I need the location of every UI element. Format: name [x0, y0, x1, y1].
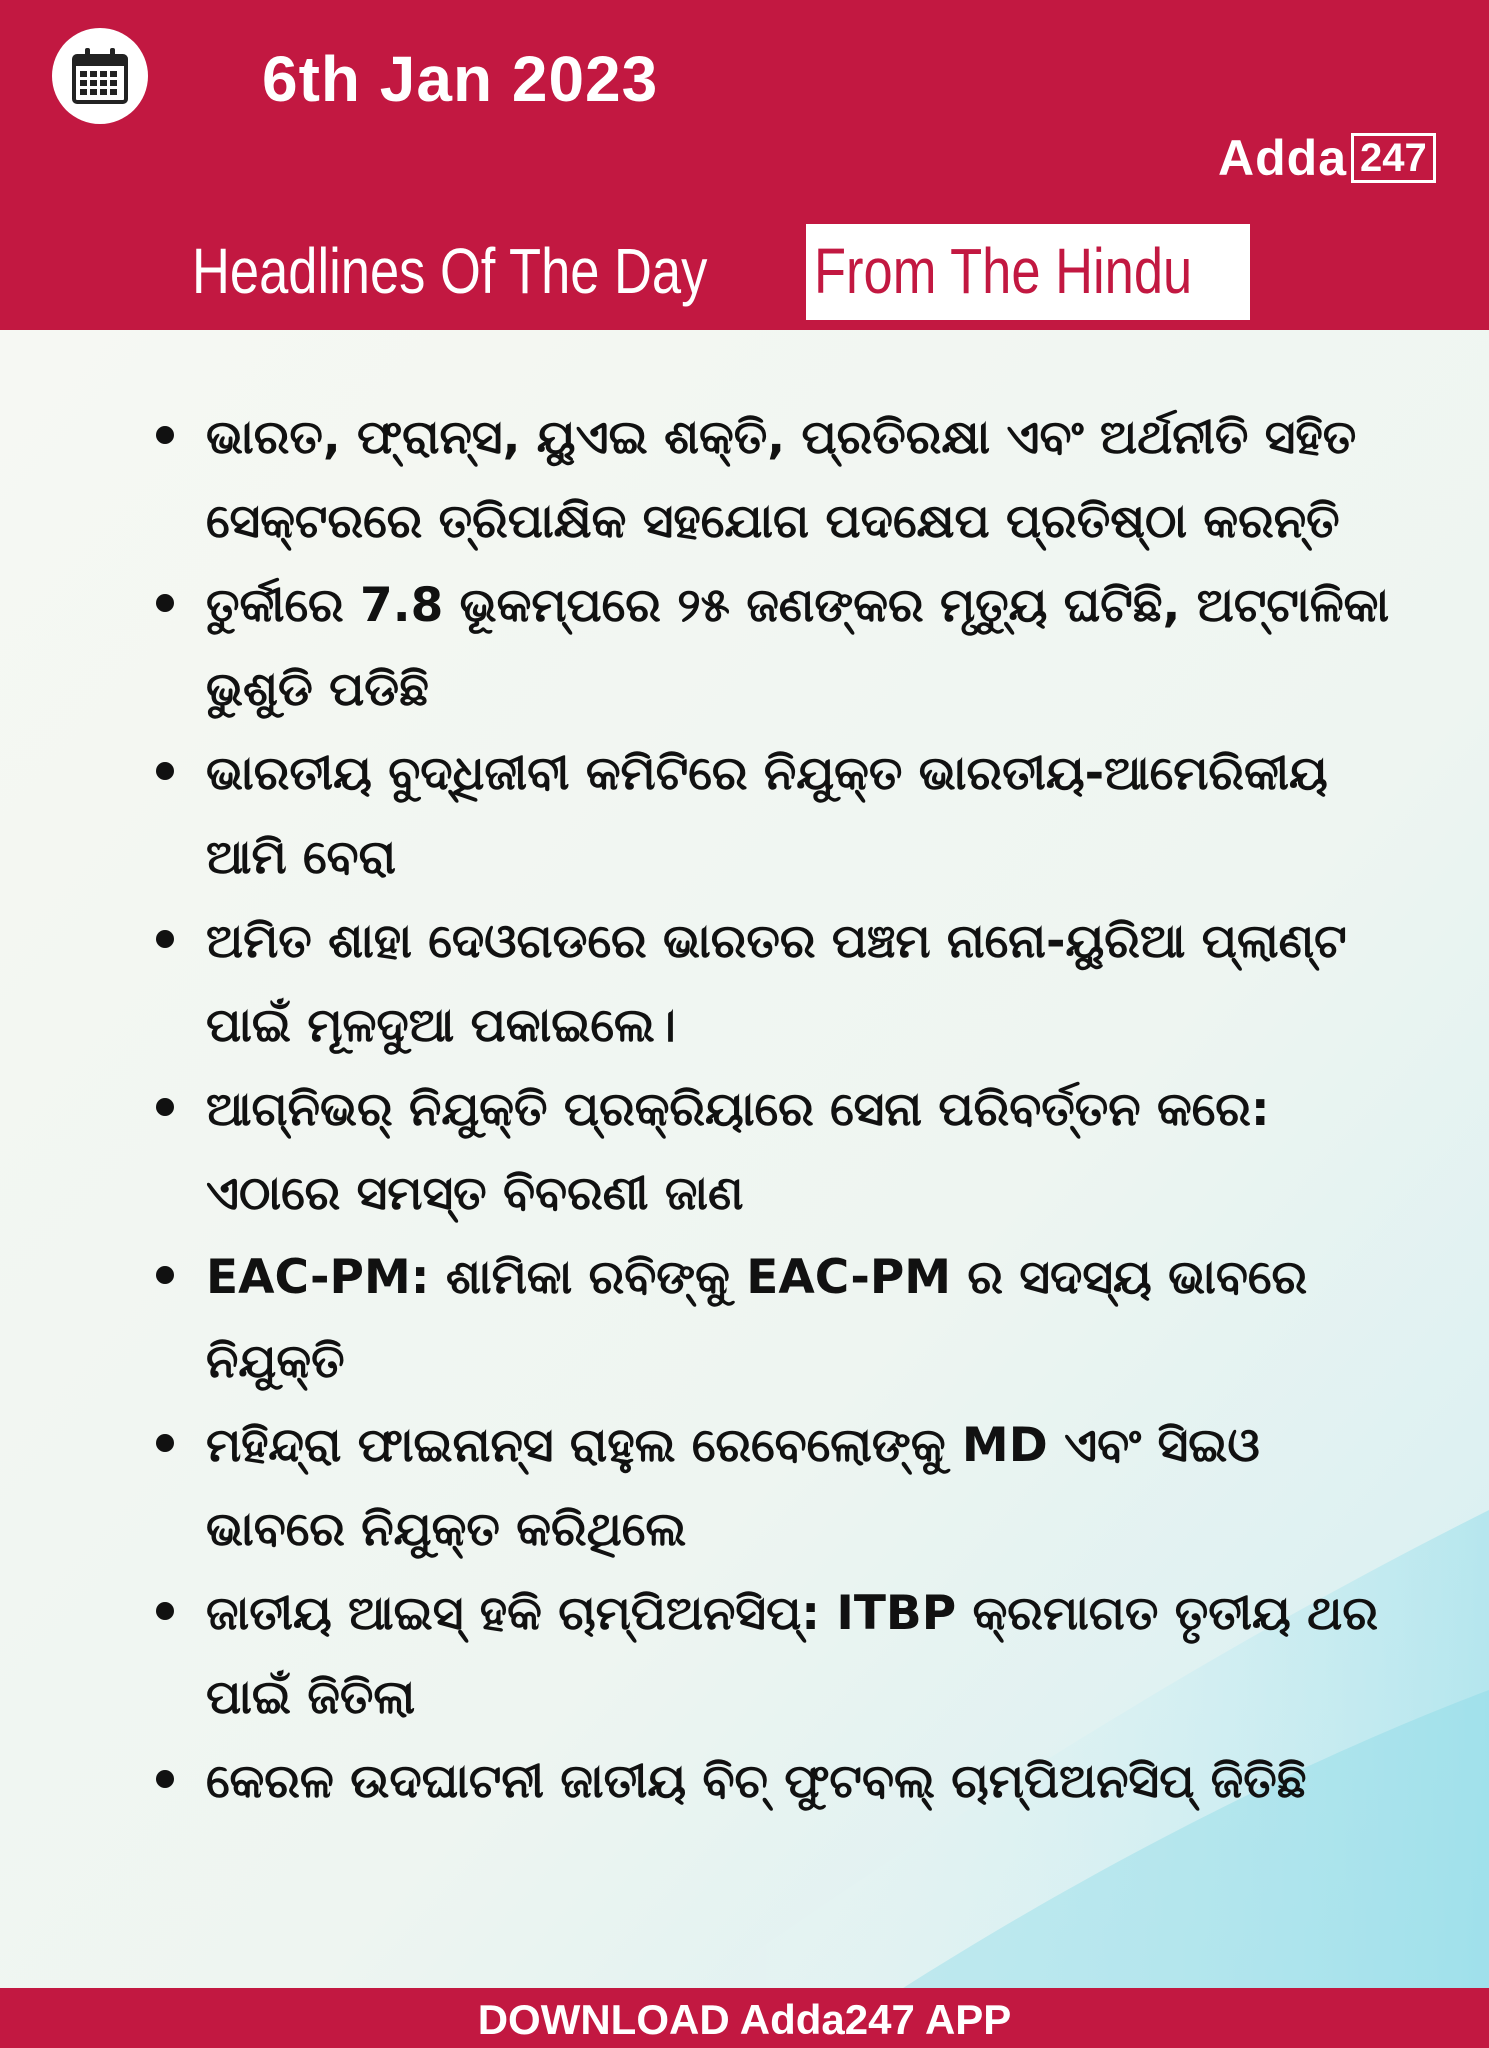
- headline-text: ମହିନ୍ଦ୍ରା ଫାଇନାନ୍ସ ରାହୁଲ ରେବେଲୋଙ୍କୁ MD ଏବଂ ସିଇଓ ଭାବରେ ନିଯୁକ୍ତ କରିଥିଲେ: [206, 1418, 1260, 1557]
- list-item: [150, 396, 1390, 564]
- list-item: [150, 564, 1390, 732]
- list-item: [150, 1404, 1390, 1572]
- bullet-icon: [156, 762, 174, 780]
- list-item: [150, 1572, 1390, 1740]
- download-banner[interactable]: [0, 1988, 1489, 2048]
- headline-text: ଭାରତ, ଫ୍ରାନ୍ସ, ୟୁଏଇ ଶକ୍ତି, ପ୍ରତିରକ୍ଷା ଏବଂ ଅର୍ଥନୀତି ସହିତ ସେକ୍ଟରରେ ତ୍ରିପାକ୍ଷିକ ସହଯୋଗ ପଦକ୍ଷେପ ପ୍ରତିଷ୍ଠା କରନ୍ତି: [206, 410, 1357, 549]
- calendar-badge: [52, 28, 148, 124]
- headline-text: ତୁର୍କୀରେ 7.8 ଭୂକମ୍ପରେ ୨୫ ଜଣଙ୍କର ମୃତ୍ୟୁ ଘଟିଛି, ଅଟ୍ଟାଳିକା ଭୁଶୁଡି ପଡିଛି: [206, 578, 1390, 717]
- headline-text: ଜାତୀୟ ଆଇସ୍ ହକି ଚାମ୍ପିଅନସିପ୍: ITBP କ୍ରମାଗତ ତୃତୀୟ ଥର ପାଇଁ ଜିତିଲା: [206, 1586, 1378, 1725]
- list-item: [150, 900, 1390, 1068]
- bullet-icon: [156, 426, 174, 444]
- list-item: [150, 1068, 1390, 1236]
- headline-text: ଅମିତ ଶାହା ଦେଓଗଡରେ ଭାରତର ପଞ୍ଚମ ନାନୋ-ୟୁରିଆ ପ୍ଲାଣ୍ଟ ପାଇଁ ମୂଳଦୁଆ ପକାଇଲେ।: [206, 914, 1347, 1053]
- bullet-icon: [156, 1770, 174, 1788]
- bullet-icon: [156, 1602, 174, 1620]
- brand-number: 247: [1351, 133, 1436, 183]
- bullet-icon: [156, 930, 174, 948]
- headline-text: ଆଗ୍ନିଭର୍ ନିଯୁକ୍ତି ପ୍ରକ୍ରିୟାରେ ସେନା ପରିବର୍ତ୍ତନ କରେ: ଏଠାରେ ସମସ୍ତ ବିବରଣୀ ଜାଣ: [206, 1082, 1270, 1221]
- brand-logo: [1218, 128, 1436, 188]
- bullet-icon: [156, 594, 174, 612]
- source-label: From The Hindu: [814, 235, 1193, 307]
- download-app-link[interactable]: DOWNLOAD Adda247 APP: [477, 1996, 1012, 2043]
- list-item: [150, 732, 1390, 900]
- header-banner: [0, 0, 1489, 330]
- page-title: Headlines Of The Day: [192, 235, 708, 307]
- bullet-icon: [156, 1266, 174, 1284]
- list-item: [150, 1236, 1390, 1404]
- headline-text: EAC-PM: ଶାମିକା ରବିଙ୍କୁ EAC-PM ର ସଦସ୍ୟ ଭାବରେ ନିଯୁକ୍ତି: [206, 1250, 1308, 1389]
- list-item: [150, 1740, 1390, 1824]
- bullet-icon: [156, 1098, 174, 1116]
- calendar-icon: [70, 46, 130, 106]
- headline-list: [150, 396, 1390, 1824]
- bullet-icon: [156, 1434, 174, 1452]
- headline-text: ଭାରତୀୟ ବୁଦ୍ଧିଜୀବୀ କମିଟିରେ ନିଯୁକ୍ତ ଭାରତୀୟ-ଆମେରିକୀୟ ଆମି ବେରା: [206, 746, 1328, 885]
- date-label: 6th Jan 2023: [262, 43, 659, 115]
- brand-name: Adda: [1218, 130, 1347, 186]
- headline-text: କେରଳ ଉଦଘାଟନୀ ଜାତୀୟ ବିଚ୍ ଫୁଟବଲ୍ ଚାମ୍ପିଅନସିପ୍ ଜିତିଛି: [206, 1754, 1307, 1809]
